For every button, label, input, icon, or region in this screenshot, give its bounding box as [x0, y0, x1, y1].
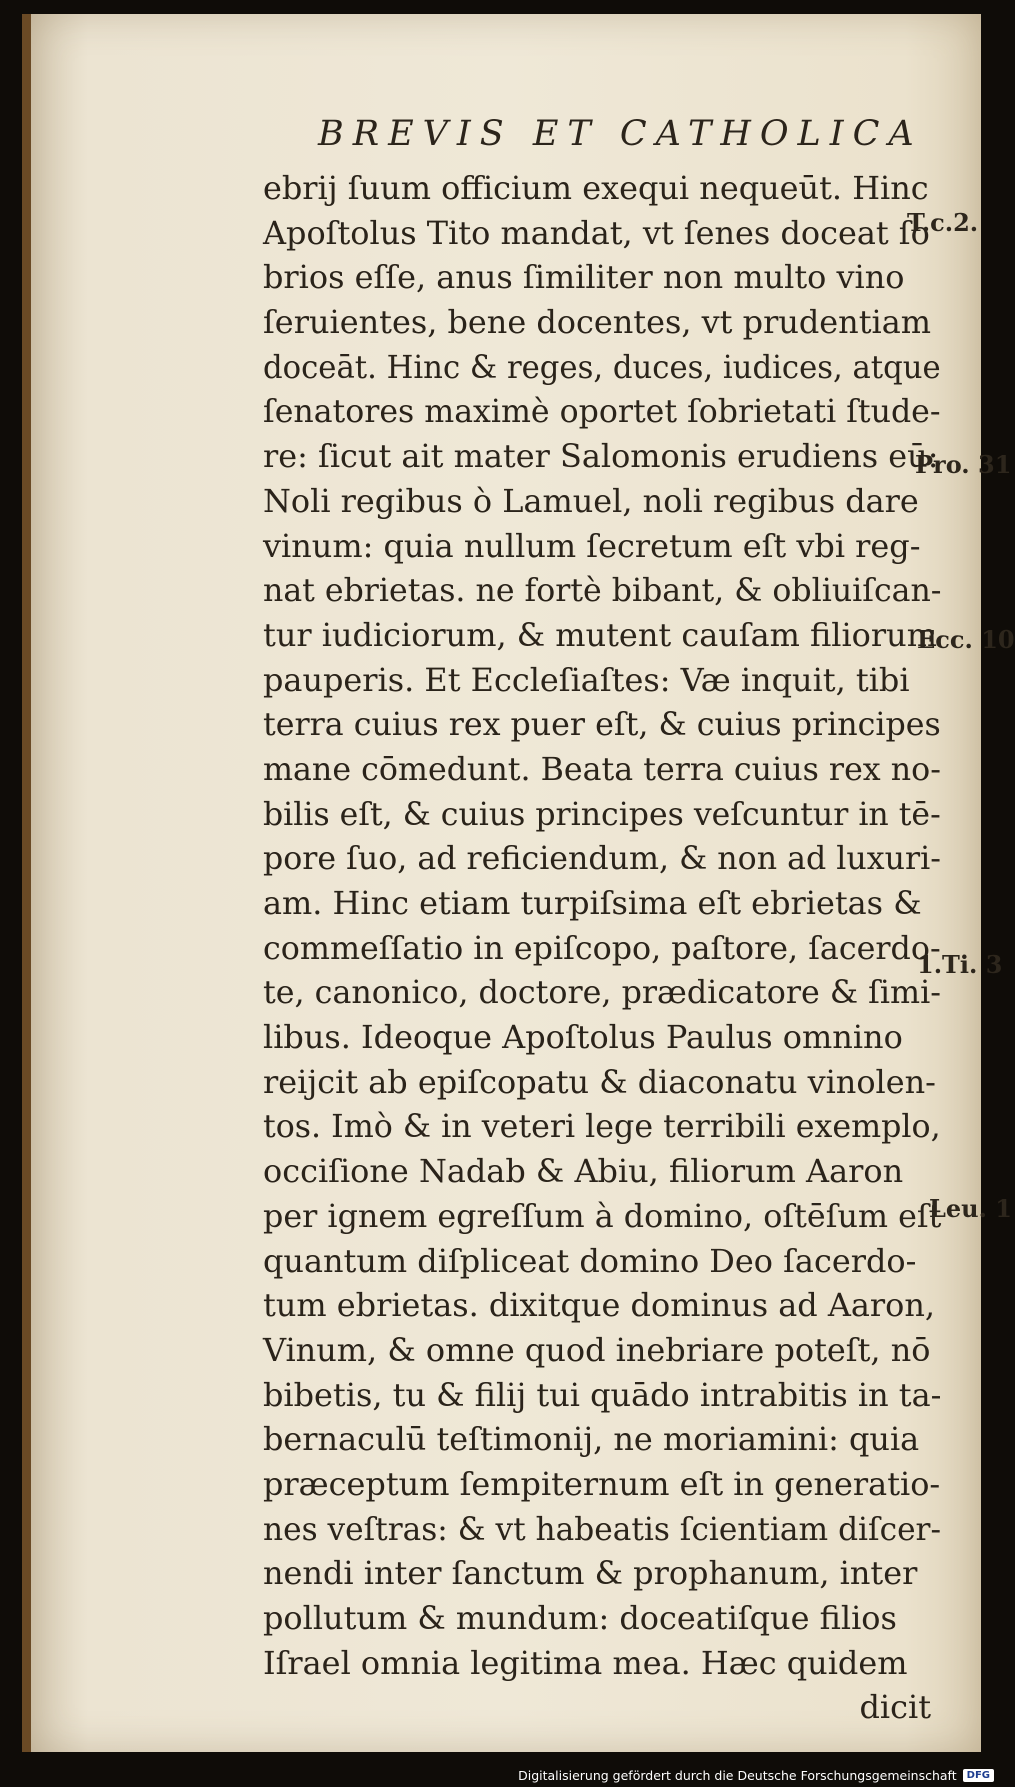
dfg-logo: DFG	[963, 1769, 994, 1782]
text-line: Vinum, & omne quod inebriare poteſt, nō	[263, 1330, 931, 1369]
text-line: te, canonico, doctore, prædicatore & ſimi-	[263, 973, 941, 1012]
text-line: pore ſuo, ad reficiendum, & non ad luxuri-	[263, 839, 941, 878]
book-page	[22, 14, 1015, 1752]
marginal-note-proverbs: Pro. 31	[915, 450, 1012, 479]
text-line: pauperis. Et Eccleſiaſtes: Væ inquit, tibi	[263, 660, 910, 699]
body-text	[263, 166, 943, 1730]
text-line: pollutum & mundum: doceatiſque filios	[263, 1599, 897, 1637]
text-line: ebrij ſuum officium exequi nequeūt. Hinc	[263, 169, 929, 207]
text-line: bibetis, tu & filij tui quādo intrabitis in ta-	[263, 1375, 942, 1414]
text-line: quantum diſpliceat domino Deo ſacerdo-	[263, 1241, 917, 1280]
text-line: nat ebrietas. ne fortè bibant, & obliuiſcan-	[263, 571, 942, 610]
text-line: tos. Imò & in veteri lege terribili exemplo,	[263, 1107, 941, 1146]
catchword: dicit	[859, 1688, 932, 1727]
marginal-note-titus: T.c.2.	[907, 208, 979, 237]
text-line: tum ebrietas. dixitque dominus ad Aaron,	[263, 1286, 936, 1325]
running-header: BREVIS ET CATHOLICA	[318, 114, 923, 154]
text-line: vinum: quia nullum ſecretum eſt vbi reg-	[263, 526, 921, 565]
text-line: terra cuius rex puer eſt, & cuius principes	[263, 705, 941, 744]
text-line: mane cōmedunt. Beata terra cuius rex no-	[263, 749, 941, 788]
text-line: tur iudiciorum, & mutent cauſam filiorum	[263, 615, 937, 654]
marginal-note-leviticus: Leu. 1	[929, 1194, 1013, 1223]
text-line: Iſrael omnia legitima mea. Hæc quidem	[263, 1643, 908, 1682]
text-line: ſeruientes, bene docentes, vt prudentiam	[263, 303, 932, 342]
text-line: præceptum ſempiternum eſt in generatio-	[263, 1464, 941, 1503]
text-line: nendi inter ſanctum & prophanum, inter	[263, 1554, 918, 1593]
text-line: reijcit ab epiſcopatu & diaconatu vinolen-	[263, 1062, 936, 1101]
text-line: bernaculū teſtimonij, ne moriamini: quia	[263, 1420, 920, 1459]
text-line: Apoſtolus Tito mandat, vt ſenes doceat ſo	[263, 213, 930, 252]
text-line: nes veſtras: & vt habeatis ſcientiam diſcer-	[263, 1509, 942, 1548]
text-line: re: ſicut ait mater Salomonis erudiens eū:	[263, 437, 939, 476]
footer-credit-text: Digitalisierung gefördert durch die Deutsche Forschungsgemeinschaft	[518, 1768, 957, 1783]
marginal-note-timothy: 1.Ti. 3	[917, 950, 1003, 979]
text-line: doceāt. Hinc & reges, duces, iudices, atque	[263, 347, 941, 386]
text-line: libus. Ideoque Apoſtolus Paulus omnino	[263, 1018, 903, 1057]
text-line: occiſione Nadab & Abiu, filiorum Aaron	[263, 1152, 904, 1191]
footer-credit	[518, 1768, 994, 1783]
text-line: per ignem egreſſum à domino, oſtēſum eſt	[263, 1196, 942, 1235]
text-line: commeſſatio in epiſcopo, paſtore, ſacerdo-	[263, 928, 941, 967]
text-line: bilis eſt, & cuius principes veſcuntur in tē-	[263, 794, 941, 833]
text-line: brios eſſe, anus ſimiliter non multo vino	[263, 258, 905, 297]
text-line: ſenatores maximè oportet ſobrietati ſtude-	[263, 392, 941, 431]
marginal-note-ecclesiastes: Ecc. 10	[917, 625, 1015, 654]
text-line: am. Hinc etiam turpiſsima eſt ebrietas &	[263, 884, 922, 922]
text-line: Noli regibus ò Lamuel, noli regibus dare	[263, 481, 919, 520]
